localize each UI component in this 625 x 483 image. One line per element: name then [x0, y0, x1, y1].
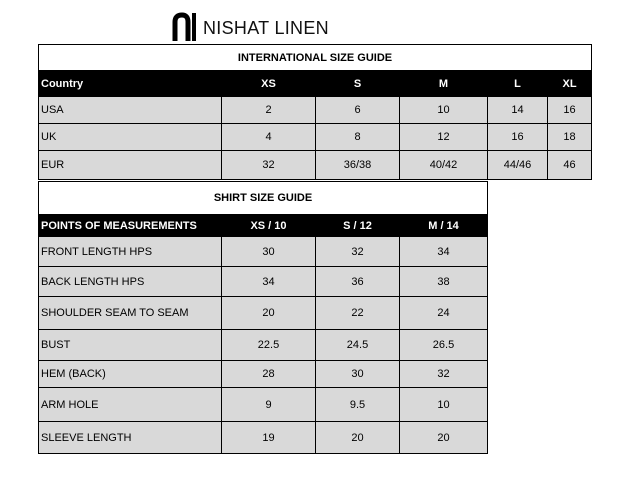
header-cell: M — [400, 71, 488, 97]
measurement-cell: SHOULDER SEAM TO SEAM — [39, 297, 222, 330]
value-cell: 32 — [316, 237, 400, 267]
size-cell: 8 — [316, 124, 400, 151]
value-cell: 22.5 — [222, 330, 316, 361]
brand-logo — [172, 12, 329, 42]
size-cell: 16 — [548, 97, 592, 124]
size-cell: 36/38 — [316, 151, 400, 180]
size-cell: 16 — [488, 124, 548, 151]
value-cell: 32 — [400, 361, 488, 388]
country-cell: USA — [39, 97, 222, 124]
value-cell: 19 — [222, 422, 316, 454]
table-row — [39, 267, 488, 297]
size-cell: 44/46 — [488, 151, 548, 180]
nl-monogram-icon — [172, 12, 200, 42]
table-header-row — [39, 71, 592, 97]
table-row — [39, 151, 592, 180]
size-cell: 2 — [222, 97, 316, 124]
measurement-cell: BUST — [39, 330, 222, 361]
country-cell: EUR — [39, 151, 222, 180]
international-size-guide-title: INTERNATIONAL SIZE GUIDE — [39, 45, 592, 71]
header-cell: POINTS OF MEASUREMENTS — [39, 215, 222, 237]
size-cell: 14 — [488, 97, 548, 124]
size-cell: 4 — [222, 124, 316, 151]
size-cell: 18 — [548, 124, 592, 151]
international-size-table — [38, 44, 592, 180]
value-cell: 36 — [316, 267, 400, 297]
table-row — [39, 330, 488, 361]
size-cell: 32 — [222, 151, 316, 180]
header-cell: S / 12 — [316, 215, 400, 237]
shirt-size-table — [38, 181, 488, 454]
table-row — [39, 422, 488, 454]
table-header-row — [39, 215, 488, 237]
table-row — [39, 237, 488, 267]
value-cell: 22 — [316, 297, 400, 330]
value-cell: 24.5 — [316, 330, 400, 361]
value-cell: 26.5 — [400, 330, 488, 361]
value-cell: 24 — [400, 297, 488, 330]
header-cell: S — [316, 71, 400, 97]
measurement-cell: BACK LENGTH HPS — [39, 267, 222, 297]
size-cell: 6 — [316, 97, 400, 124]
header-cell: XS — [222, 71, 316, 97]
value-cell: 20 — [400, 422, 488, 454]
header-cell: Country — [39, 71, 222, 97]
value-cell: 20 — [222, 297, 316, 330]
measurement-cell: HEM (BACK) — [39, 361, 222, 388]
measurement-cell: FRONT LENGTH HPS — [39, 237, 222, 267]
brand-name: NISHAT LINEN — [203, 18, 329, 38]
shirt-size-guide-title: SHIRT SIZE GUIDE — [39, 182, 488, 215]
table-title-row — [39, 45, 592, 71]
table-row — [39, 124, 592, 151]
value-cell: 34 — [222, 267, 316, 297]
header-cell: L — [488, 71, 548, 97]
size-cell: 40/42 — [400, 151, 488, 180]
size-cell: 10 — [400, 97, 488, 124]
value-cell: 34 — [400, 237, 488, 267]
value-cell: 9 — [222, 388, 316, 422]
size-cell: 12 — [400, 124, 488, 151]
header-cell: M / 14 — [400, 215, 488, 237]
value-cell: 38 — [400, 267, 488, 297]
value-cell: 10 — [400, 388, 488, 422]
table-row — [39, 388, 488, 422]
value-cell: 30 — [316, 361, 400, 388]
header-cell: XS / 10 — [222, 215, 316, 237]
value-cell: 20 — [316, 422, 400, 454]
table-title-row — [39, 182, 488, 215]
measurement-cell: SLEEVE LENGTH — [39, 422, 222, 454]
measurement-cell: ARM HOLE — [39, 388, 222, 422]
table-row — [39, 297, 488, 330]
value-cell: 30 — [222, 237, 316, 267]
table-row — [39, 97, 592, 124]
value-cell: 9.5 — [316, 388, 400, 422]
size-cell: 46 — [548, 151, 592, 180]
table-row — [39, 361, 488, 388]
country-cell: UK — [39, 124, 222, 151]
value-cell: 28 — [222, 361, 316, 388]
header-cell: XL — [548, 71, 592, 97]
